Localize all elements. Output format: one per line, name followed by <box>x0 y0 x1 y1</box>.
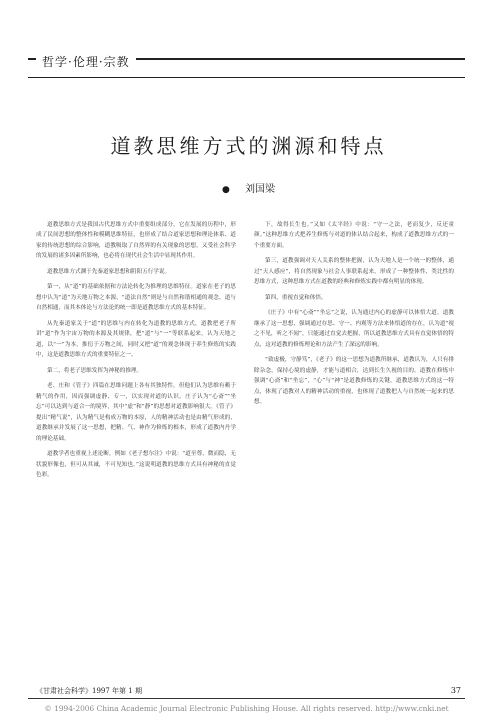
body-column-left <box>36 220 236 486</box>
author-name: 刘国梁 <box>245 184 276 195</box>
paragraph: 老、庄和《管子》四篇在思维问题上各有其独特性，但他们认为思维有赖于精气的作用，因而强调虚静、专一，以实现对道的认识。庄子认为“心斋”“坐忘”可以达到与道合一的境界，其中“虚”和“静”的思想对道教影响很大。《管子》提出“精气说”，认为精气是构成万物的本原，人的精神活动也是由精气形成的，道教继承并发展了这一思想，把精、气、神作为修炼的根本，形成了道教内丹学的理论基础。 <box>36 383 236 442</box>
header-rule-bottom <box>28 77 465 78</box>
body-column-right <box>254 220 454 413</box>
section-header <box>28 55 465 80</box>
page-number: 37 <box>450 686 461 695</box>
author-line <box>0 180 497 195</box>
paragraph: 从先秦道家关于“道”的思维与内在转化为道教的思维方式，道教把老子所讲“道”作为宇宙万物的本源及其规律，把“道”与“一”等联系起来，认为天地之道，以“一”为本，推衍于万物之间，同时又把“道”的观念体现于养生修炼的实践中，这是道教思维方式的重要特征之一。 <box>36 320 236 359</box>
paragraph: 下，故得长生也。”又如《太平经》中说：“守一之法，老而复少，反还童颜。”这种思维方式把养生修炼与对道的体认结合起来，构成了道教思维方式的一个重要方面。 <box>254 222 454 249</box>
copyright-notice: © 1994-2006 China Academic Journal Electronic Publishing House. All rights reserved. http://www.cnki.net <box>44 704 449 713</box>
journal-citation: 《甘肃社会科学》1997 年第 1 期 <box>36 687 142 695</box>
paragraph: 道教思维方式是我国古代思维方式中重要组成部分，它在发展的历程中，形成了民间思想的整体性和模糊思维特征，也形成了结合道家思想和理论体系、道家的传统思想的综合影响，道教吸取了自然界的有关现象的思想，又受社会科学的发展的诸多因素所影响，也必将在现代社会生活中显现其作用。 <box>36 222 236 260</box>
paragraph: 第二，将老子思维发挥为神秘的推理。 <box>47 367 143 374</box>
section-label: 哲学·伦理·宗教 <box>36 52 136 72</box>
paragraph: “致虚极，守静笃”，《老子》的这一思想为道教所继承，道教认为，人只有排除杂念，保持心境的虚静，才能与道相合，达到长生久视的目的。道教在修炼中强调“心斋”和“坐忘”，“心”与“神”是道教修炼的关键，道教思维方式的这一特点，体现了道教对人的精神活动的重视，也体现了道教把人与自然统一起来的思想。 <box>254 357 454 406</box>
footer-rule <box>28 698 465 699</box>
bullet-icon: ● <box>221 185 230 195</box>
article-title: 道教思维方式的渊源和特点 <box>110 134 387 158</box>
paragraph: 《庄子》中有“心斋”“坐忘”之说，认为通过内心的虚静可以体悟大道。道教继承了这一思想，强调通过存思、守一、内观等方法来体悟道的存在，认为道“视之不见，听之不闻”，只能通过直觉去把握，所以道教思维方式具有直觉体悟的特点，这对道教的修炼理论和方法产生了深远的影响。 <box>254 310 454 348</box>
paragraph: 第一，从“道”的基础依据和方法论转化为推理的思维特征。道家在老子的思想中认为“道”为天地万物之本源，“道法自然”则是与自然和谐相通的观念，道与自然相通，而其本体论与方法论的统一即是道教思维方式的基本特征。 <box>36 284 236 312</box>
paragraph: 第四，重视直觉和体悟。 <box>265 294 327 301</box>
paragraph: 道教思维方式渊于先秦道家思想和阴阳五行学说。 <box>47 268 171 275</box>
paragraph: 第三，道教强调对天人关系的整体把握，认为天地人是一个统一的整体，通过“天人感应”，将自然现象与社会人事联系起来，形成了一种整体性、类比性的思维方式，这种思维方式在道教的经典和修炼实践中都有明显的体现。 <box>254 258 454 286</box>
paragraph: 道教学者也重视上述论断，例如《老子想尔注》中说：“道至尊，微而隐，无状貌形像也，但可从其诫，不可见知也。”这说明道教的思维方式具有神秘的直觉色彩。 <box>36 451 236 479</box>
